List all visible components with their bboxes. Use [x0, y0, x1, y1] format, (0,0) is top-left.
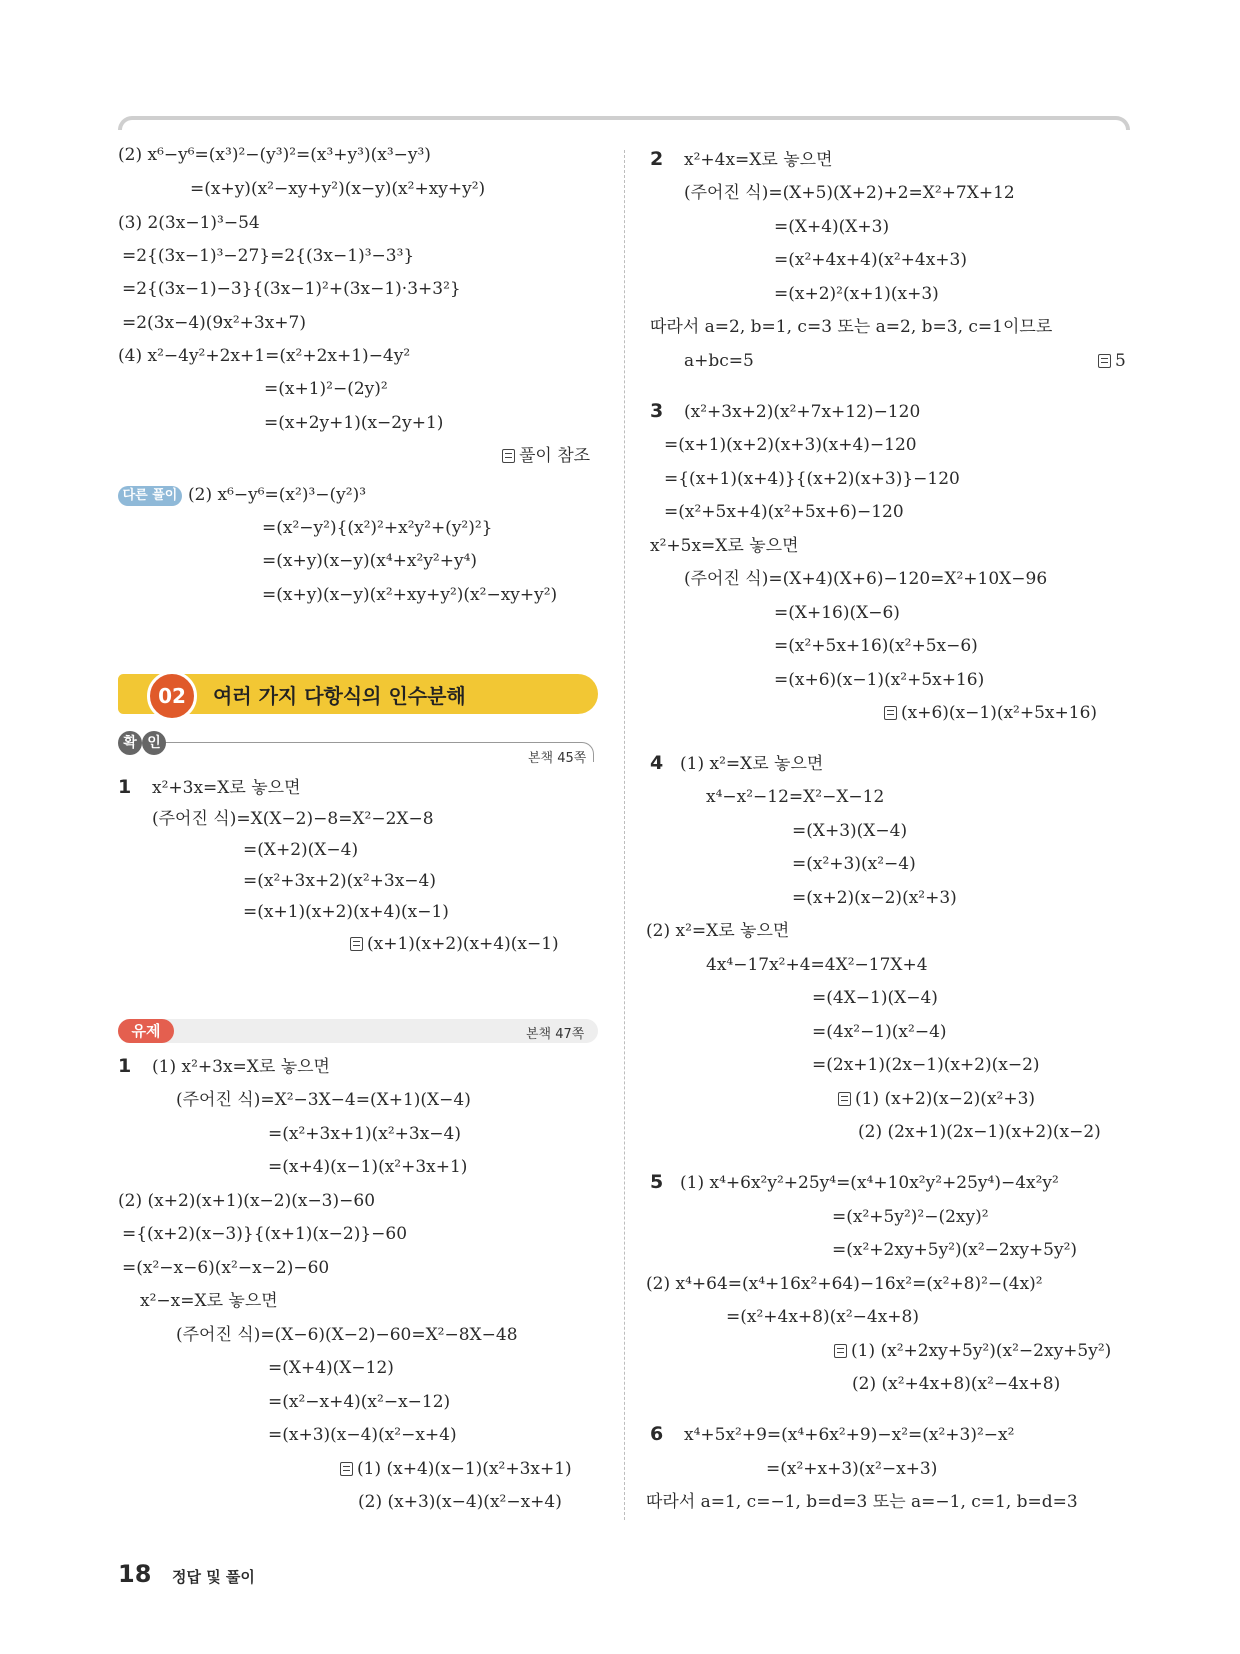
math-line: a+bc=5	[684, 351, 754, 371]
answer-line	[350, 931, 559, 957]
math-line: =(4X−1)(X−4)	[812, 988, 938, 1008]
math-line: (2) x⁶−y⁶=(x²)³−(y²)³	[188, 485, 367, 505]
math-line: x⁴+5x²+9=(x⁴+6x²+9)−x²=(x²+3)²−x²	[684, 1425, 1015, 1445]
math-line: (x²+3x+2)(x²+7x+12)−120	[684, 402, 921, 422]
math-line: 따라서 a=1, c=−1, b=d=3 또는 a=−1, c=1, b=d=3	[646, 1492, 1078, 1512]
math-line: =(x+1)²−(2y)²	[264, 379, 388, 399]
math-line: (주어진 식)=(X+4)(X+6)−120=X²+10X−96	[684, 569, 1048, 589]
answer-icon	[838, 1092, 851, 1106]
answer-icon	[1098, 354, 1111, 368]
problem-number: 4	[650, 752, 664, 774]
column-divider	[624, 150, 625, 1520]
math-line: ={(x+2)(x−3)}{(x+1)(x−2)}−60	[122, 1224, 408, 1244]
answer-icon	[350, 937, 363, 951]
math-line: =2{(3x−1)³−27}=2{(3x−1)³−3³}	[122, 246, 415, 266]
math-line: =2(3x−4)(9x²+3x+7)	[122, 313, 306, 333]
math-line: =(x+y)(x²−xy+y²)(x−y)(x²+xy+y²)	[190, 179, 486, 199]
math-line: =(X+2)(X−4)	[243, 840, 359, 860]
math-line: ={(x+1)(x+4)}{(x+2)(x+3)}−120	[664, 469, 960, 489]
math-line: =(x+2y+1)(x−2y+1)	[264, 413, 444, 433]
math-line: x²+3x=X로 놓으면	[152, 778, 301, 798]
math-line: =(x²+3x+2)(x²+3x−4)	[243, 871, 436, 891]
math-line: (1) x²+3x=X로 놓으면	[152, 1057, 330, 1077]
section-title: 여러 가지 다항식의 인수분해	[213, 684, 466, 708]
math-line: =(X+3)(X−4)	[792, 821, 908, 841]
answer-line: (2) (2x+1)(2x−1)(x+2)(x−2)	[858, 1122, 1101, 1142]
math-line: =(x+2)(x−2)(x²+3)	[792, 888, 957, 908]
math-line: =(2x+1)(2x−1)(x+2)(x−2)	[812, 1055, 1040, 1075]
answer-icon	[834, 1344, 847, 1358]
problem-number: 6	[650, 1423, 664, 1445]
answer-text: (1) (x²+2xy+5y²)(x²−2xy+5y²)	[851, 1341, 1112, 1361]
math-line: =(X+4)(X−12)	[268, 1358, 394, 1378]
math-line: (2) x²=X로 놓으면	[646, 921, 790, 941]
page-reference: 본책 45쪽	[528, 751, 587, 766]
problem-number: 3	[650, 400, 664, 422]
exercise-badge: 유제	[118, 1019, 174, 1043]
math-line: =(x²+4x+4)(x²+4x+3)	[774, 250, 967, 270]
math-line: =(x²−y²){(x²)²+x²y²+(y²)²}	[262, 518, 493, 538]
math-line: 4x⁴−17x²+4=4X²−17X+4	[706, 955, 928, 975]
math-line: =(4x²−1)(x²−4)	[812, 1022, 947, 1042]
page-reference: 본책 47쪽	[526, 1027, 585, 1042]
math-line: =(x²+5y²)²−(2xy)²	[832, 1207, 989, 1227]
page-number: 18	[118, 1560, 152, 1588]
math-line: =(x+2)²(x+1)(x+3)	[774, 284, 939, 304]
math-line: =(x²+2xy+5y²)(x²−2xy+5y²)	[832, 1240, 1078, 1260]
math-line: =(x+3)(x−4)(x²−x+4)	[268, 1425, 457, 1445]
problem-number: 2	[650, 148, 664, 170]
math-line: (주어진 식)=(X−6)(X−2)−60=X²−8X−48	[176, 1325, 518, 1345]
problem-number: 5	[650, 1171, 664, 1193]
check-badge-char: 확	[118, 731, 142, 755]
answer-text: (x+6)(x−1)(x²+5x+16)	[901, 703, 1098, 723]
math-line: (2) x⁶−y⁶=(x³)²−(y³)²=(x³+y³)(x³−y³)	[118, 145, 431, 165]
math-line: =(x+6)(x−1)(x²+5x+16)	[774, 670, 985, 690]
answer-text: (1) (x+2)(x−2)(x²+3)	[855, 1089, 1036, 1109]
answer-line	[834, 1338, 1111, 1364]
math-line: =(x+y)(x−y)(x⁴+x²y²+y⁴)	[262, 551, 478, 571]
math-line: x²−x=X로 놓으면	[140, 1291, 278, 1311]
math-line: =(x+1)(x+2)(x+4)(x−1)	[243, 902, 449, 922]
math-line: x²+4x=X로 놓으면	[684, 150, 833, 170]
math-line: (1) x⁴+6x²y²+25y⁴=(x⁴+10x²y²+25y⁴)−4x²y²	[680, 1173, 1059, 1193]
math-line: (주어진 식)=(X+5)(X+2)+2=X²+7X+12	[684, 183, 1015, 203]
math-line: 따라서 a=2, b=1, c=3 또는 a=2, b=3, c=1이므로	[650, 317, 1053, 337]
math-line: (2) x⁴+64=(x⁴+16x²+64)−16x²=(x²+8)²−(4x)²	[646, 1274, 1043, 1294]
answer-icon	[502, 449, 515, 463]
math-line: =(x²−x−6)(x²−x−2)−60	[122, 1258, 330, 1278]
answer-line	[340, 1456, 572, 1482]
math-line: (3) 2(3x−1)³−54	[118, 213, 260, 233]
answer-line: (2) (x²+4x+8)(x²−4x+8)	[852, 1374, 1061, 1394]
math-line: =(x²+x+3)(x²−x+3)	[766, 1459, 938, 1479]
answer-icon	[884, 706, 897, 720]
math-line: =2{(3x−1)−3}{(3x−1)²+(3x−1)·3+3²}	[122, 279, 461, 299]
math-line: =(x²+5x+4)(x²+5x+6)−120	[664, 502, 904, 522]
math-line: =(X+16)(X−6)	[774, 603, 900, 623]
math-line: =(x+1)(x+2)(x+3)(x+4)−120	[664, 435, 917, 455]
math-line: (주어진 식)=X²−3X−4=(X+1)(X−4)	[176, 1090, 471, 1110]
alt-solution-badge: 다른 풀이	[118, 486, 182, 506]
math-line: =(x²+5x+16)(x²+5x−6)	[774, 636, 978, 656]
answer-line	[884, 700, 1097, 726]
answer-line: (2) (x+3)(x−4)(x²−x+4)	[358, 1492, 562, 1512]
footer-label: 정답 및 풀이	[172, 1568, 255, 1586]
answer-text: (1) (x+4)(x−1)(x²+3x+1)	[357, 1459, 572, 1479]
answer-text: 풀이 참조	[519, 446, 591, 466]
math-line: (2) (x+2)(x+1)(x−2)(x−3)−60	[118, 1191, 376, 1211]
math-line: x⁴−x²−12=X²−X−12	[706, 787, 885, 807]
math-line: =(x²+3)(x²−4)	[792, 854, 916, 874]
check-badge-char: 인	[142, 731, 166, 755]
math-line: =(X+4)(X+3)	[774, 217, 890, 237]
top-border	[118, 116, 1130, 130]
math-line: =(x²+4x+8)(x²−4x+8)	[726, 1307, 919, 1327]
math-line: x²+5x=X로 놓으면	[650, 536, 799, 556]
math-line: =(x+4)(x−1)(x²+3x+1)	[268, 1157, 468, 1177]
answer-line	[1098, 348, 1126, 374]
math-line: =(x²−x+4)(x²−x−12)	[268, 1392, 451, 1412]
answer-icon	[340, 1462, 353, 1476]
answer-line	[502, 443, 590, 469]
math-line: (4) x²−4y²+2x+1=(x²+2x+1)−4y²	[118, 346, 411, 366]
answer-line	[838, 1086, 1035, 1112]
math-line: (주어진 식)=X(X−2)−8=X²−2X−8	[152, 809, 434, 829]
math-line: =(x+y)(x−y)(x²+xy+y²)(x²−xy+y²)	[262, 585, 558, 605]
problem-number: 1	[118, 1055, 132, 1077]
answer-text: 5	[1115, 351, 1126, 371]
math-line: =(x²+3x+1)(x²+3x−4)	[268, 1124, 461, 1144]
answer-text: (x+1)(x+2)(x+4)(x−1)	[367, 934, 559, 954]
math-line: (1) x²=X로 놓으면	[680, 754, 824, 774]
section-number: 02	[147, 671, 197, 721]
problem-number: 1	[118, 776, 132, 798]
